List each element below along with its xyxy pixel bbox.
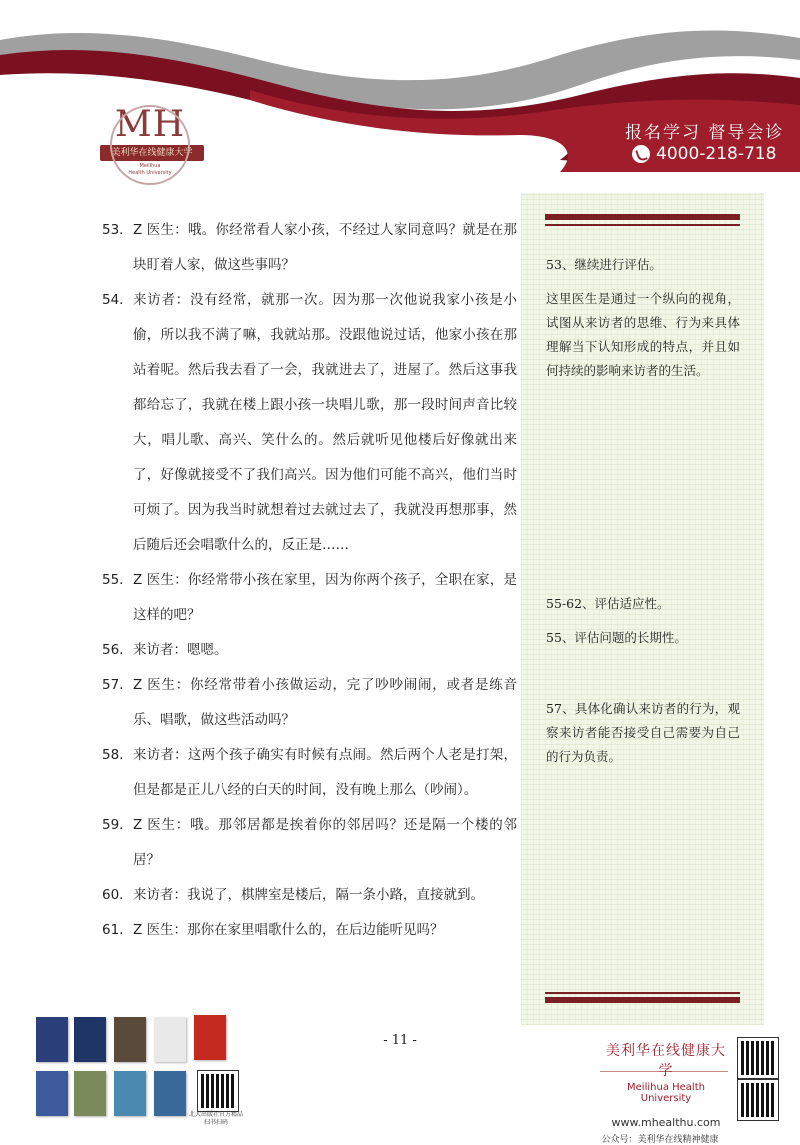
sidebar-bottom-rule: [545, 997, 740, 1003]
footer-brand: [601, 1040, 726, 1145]
book-cover: [36, 1017, 68, 1062]
note-53-title: 53、继续进行评估。: [546, 257, 662, 272]
dialog-entry: 58. 来访者：这两个孩子确实有时候有点闹。然后两个人老是打架，但是都是正儿八经的白天的时间，没有晚上那么（吵闹）。: [102, 747, 517, 798]
logo-ring: [110, 105, 190, 185]
qr-caption-2: 扫书扫码: [203, 1119, 228, 1126]
dialog-transcript: [102, 213, 517, 948]
university-logo: [100, 105, 200, 185]
brand-wechat: 公众号：美利华在线精神健康: [601, 1135, 719, 1145]
book-cover: [114, 1071, 146, 1116]
logo-ribbon: 美利华在线健康大学: [100, 145, 204, 161]
book-cover: [36, 1071, 68, 1116]
book-cover: [74, 1071, 106, 1116]
book-cover: [154, 1071, 186, 1116]
dialog-entry: 57. Z 医生：你经常带着小孩做运动，完了吵吵闹闹，或者是练音乐、唱歌，做这些活动吗？: [102, 677, 517, 728]
header-phone: [632, 144, 776, 164]
dialog-entry: 60. 来访者：我说了，棋牌室是楼后，隔一条小路，直接就到。: [102, 887, 484, 903]
book-cover: [74, 1017, 106, 1062]
qr-code-icon: [738, 1080, 778, 1120]
brand-cn: 美利华在线健康大学: [606, 1043, 726, 1079]
book-cover: [194, 1015, 226, 1060]
book-cover: [154, 1017, 186, 1062]
logo-sub-line-1: Meilihua: [139, 163, 161, 169]
note-55-62: 55-62、评估适应性。: [546, 596, 670, 611]
brand-url[interactable]: www.mhealthu.com: [611, 1116, 721, 1129]
header-slogan: 报名学习 督导会诊: [625, 123, 785, 143]
note-55: 55、评估问题的长期性。: [546, 630, 687, 645]
sidebar-bottom-rule-thin: [545, 992, 740, 994]
book-covers: [36, 1015, 268, 1127]
note-57: 57、具体化确认来访者的行为，观察来访者能否接受自己需要为自己的行为负责。: [546, 701, 740, 764]
sidebar-top-rule-thin: [545, 224, 740, 226]
phone-icon: [632, 145, 650, 163]
phone-number: 4000-218-718: [656, 144, 777, 164]
logo-mark: MH: [114, 104, 186, 145]
dialog-entry: 55. Z 医生：你经常带小孩在家里，因为你两个孩子，全职在家，是这样的吧？: [102, 572, 517, 623]
dialog-entry: 56. 来访者：嗯嗯。: [102, 642, 228, 658]
sidebar-top-rule: [545, 214, 740, 220]
qr-code-icon: [738, 1038, 778, 1078]
brand-en: Meilihua Health University: [627, 1082, 705, 1104]
qr-caption-1: 北大出版社官方精品: [188, 1111, 243, 1118]
dialog-entry: 53. Z 医生：哦。你经常看人家小孩，不经过人家同意吗？就是在那块盯着人家，做这些事吗？: [102, 222, 517, 273]
note-53-body: 这里医生是通过一个纵向的视角，试图从来访者的思维、行为来具体理解当下认知形成的特点，并且如何持续的影响来访者的生活。: [546, 291, 740, 378]
dialog-entry: 54. 来访者：没有经常，就那一次。因为那一次他说我家小孩是小偷，所以我不满了嘛，我就站那。没跟他说过话，他家小孩在那站着呢。然后我去看了一会，我就进去了，进屋了。然后这事我都给忘了，我就在楼上跟小孩一块唱儿歌，那一段时间声音比较大，唱儿歌、高兴、笑什么的。然后就听见他楼后好像就出来了，好像就接受不了我们高兴。因为他们可能不高兴，他们当时可烦了。因为我当时就想着过去就过去了，我就没再想那事，然后随后还会唱歌什么的，反正是……: [102, 292, 517, 553]
book-cover: [114, 1017, 146, 1062]
dialog-entry: 61. Z 医生：那你在家里唱歌什么的，在后边能听见吗？: [102, 922, 444, 938]
logo-sub-line-2: Health University: [128, 170, 172, 176]
dialog-entry: 59. Z 医生：哦。那邻居都是挨着你的邻居吗？还是隔一个楼的邻居？: [102, 817, 517, 868]
qr-code-icon: [198, 1071, 238, 1111]
page-number: - 11 -: [383, 1033, 417, 1048]
